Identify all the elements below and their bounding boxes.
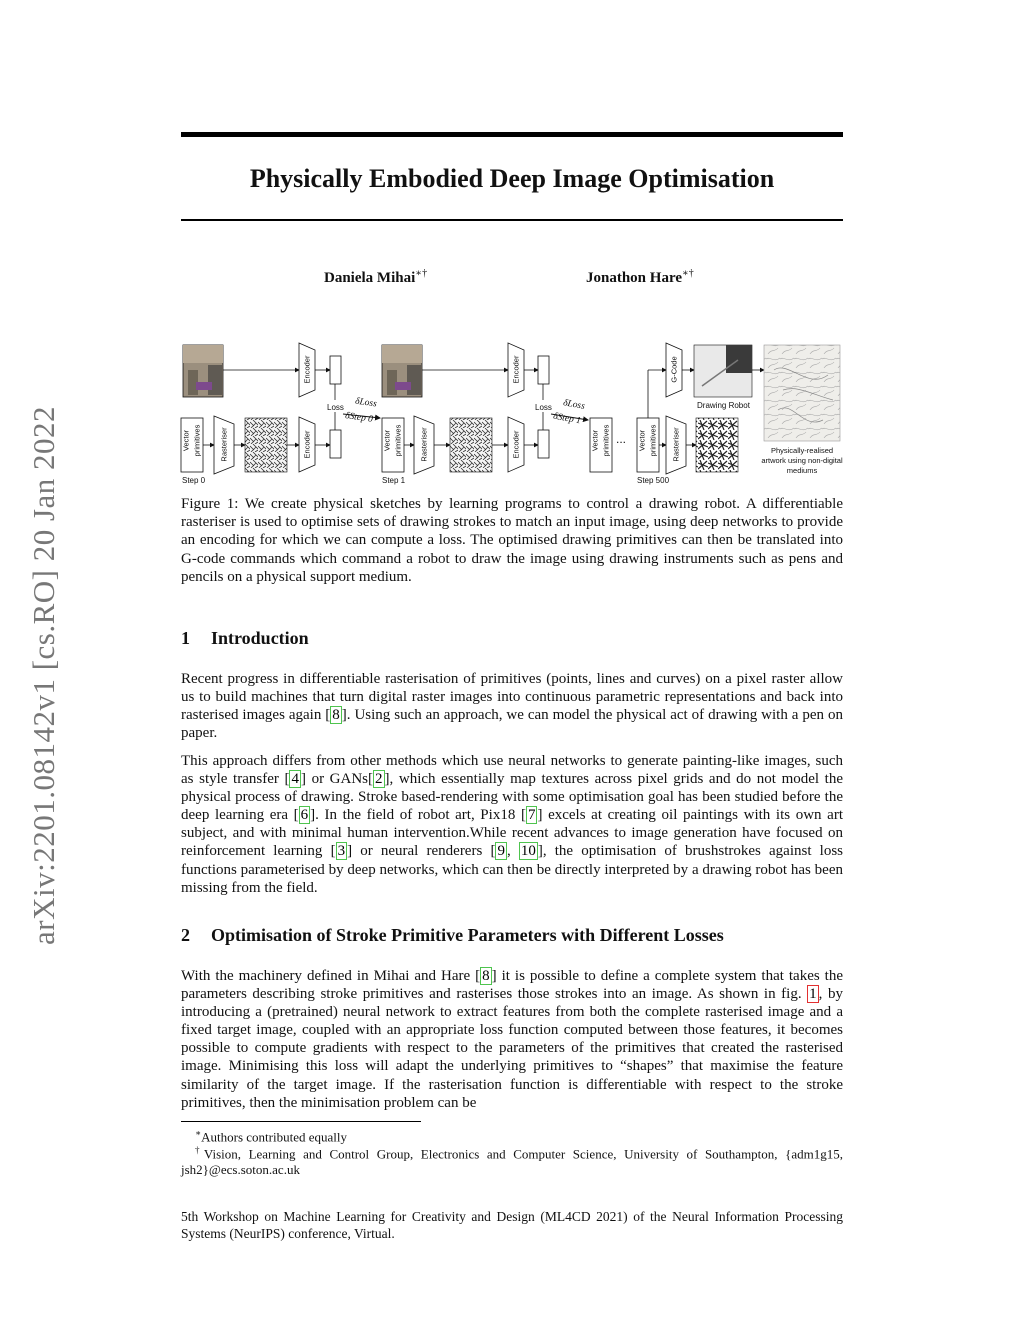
physically-realised-line1: Physically-realised xyxy=(770,446,834,455)
footnote-1-mark: ∗ xyxy=(195,1128,202,1138)
vector-label-step1: Vector xyxy=(382,429,392,452)
primitives-label-step1: primitives xyxy=(393,424,403,457)
encoder-label-bottom-step0: Encoder xyxy=(302,430,312,459)
author-1-marks: ∗† xyxy=(415,268,428,279)
text-run: Recent progress in differentiable rasterisation of primitives (points, lines and curves) on a pixel raster allow us to build machines that turn digital raster images into continuous parametric representations and back into rasterised images again xyxy=(181,671,843,724)
text-run: . In the field of robot art, Pix18 xyxy=(315,807,521,824)
vector-label-step0: Vector xyxy=(181,429,191,452)
footnote-2-text: Vision, Learning and Control Group, Electronics and Computer Science, University of Southampton, {adm1g15, jsh2}@ecs.soton.ac.uk xyxy=(181,1146,843,1178)
encoder-label-top-step0: Encoder xyxy=(302,355,312,384)
footnote-2-mark: † xyxy=(195,1145,204,1155)
citation-4[interactable]: 4 xyxy=(291,771,299,788)
drawing-robot-label: Drawing Robot xyxy=(697,401,750,410)
citation-3[interactable]: 3 xyxy=(337,843,346,860)
section-1-number: 1 xyxy=(181,628,190,648)
section-1-paragraph-1: Recent progress in differentiable rasterisation of primitives (points, lines and curves) on a pixel raster allow us to build machines that turn digital raster images into continuous parametric representations and back into rasterised images again [ 8 ]. Using such an approach, we can model the physical act of drawing with a pen on paper. xyxy=(181,671,843,742)
figure-1 xyxy=(178,340,848,490)
step0-label: Step 0 xyxy=(182,476,206,485)
venue-note: 5th Workshop on Machine Learning for Creativity and Design (ML4CD 2021) of the Neural Information Processing Systems (NeurIPS) conference, Virtual. xyxy=(181,1209,843,1241)
physically-realised-label xyxy=(754,446,850,476)
loss-label-step1: Loss xyxy=(535,403,552,412)
footnote-rule xyxy=(181,1121,421,1122)
citation-9[interactable]: 9 xyxy=(497,843,505,860)
raster-image-step1 xyxy=(450,418,492,472)
text-run: or GANs xyxy=(305,771,369,788)
raster-image-step500 xyxy=(696,418,738,472)
arxiv-identifier: arXiv:2201.08142v1 [cs.RO] 20 Jan 2022 xyxy=(26,405,61,945)
raster-image-step0 xyxy=(245,418,287,472)
author-2 xyxy=(586,268,694,287)
title-top-rule xyxy=(181,132,843,137)
encoder-label-top-step1: Encoder xyxy=(511,355,521,384)
citation-8[interactable]: 8 xyxy=(332,707,340,724)
primitives-label-step500: primitives xyxy=(648,424,658,457)
text-run: , by introducing a (pretrained) neural network to extract features from both the complete rasterised image and a fixed target image, coupled with an appropriate loss function computed between those features, it becomes possible to compute gradients with respect to the parameters of the primitives that created the rasterised image. Minimising this loss will adapt the underlying primitives to “shapes” that maximise the feature similarity of the target image. If the rasterisation function is differentiable with respect to the stroke primitives, then the minimisation problem can be xyxy=(181,986,844,1111)
step1-label: Step 1 xyxy=(382,476,406,485)
dloss-label-step0: δLoss xyxy=(354,396,378,410)
citation-10[interactable]: 10 xyxy=(520,843,536,860)
physical-artwork-photo xyxy=(764,345,840,441)
gcode-label: G-Code xyxy=(669,356,679,383)
ellipsis: ... xyxy=(616,432,627,446)
text-run: With the machinery defined in Mihai and Hare xyxy=(181,968,476,984)
footnote-2 xyxy=(181,1142,843,1178)
section-2-number: 2 xyxy=(181,925,190,945)
rasteriser-label-step1: Rasteriser xyxy=(419,427,429,462)
step500-label: Step 500 xyxy=(637,476,670,485)
loss-label-step0: Loss xyxy=(327,403,344,412)
citation-6[interactable]: 6 xyxy=(300,807,309,824)
feature-bottom-step1 xyxy=(538,430,549,458)
text-run: , which essentially map textures across pixel grids and do not model the physical process of drawing. Stroke based-rendering with some optimisation goal has been studied before the deep learning era xyxy=(181,771,843,824)
vector-label-step500: Vector xyxy=(637,429,647,452)
citation-7[interactable]: 7 xyxy=(527,807,536,824)
title-bottom-rule xyxy=(181,219,843,221)
footnote-1-text: Authors contributed equally xyxy=(201,1129,347,1145)
dstep0-label: δStep 0 xyxy=(344,411,374,425)
text-run: or neural renderers xyxy=(352,843,491,860)
text-run: , xyxy=(506,843,519,860)
rasteriser-label-step0: Rasteriser xyxy=(219,427,229,462)
section-2-heading xyxy=(181,925,724,946)
dstep1-label: δStep 1 xyxy=(552,411,582,427)
text-run: , the optimisation of brushstrokes against loss functions parameterised by deep networks, which can then be directly interpreted by a drawing robot has been missing from the field. xyxy=(181,843,843,896)
text-run: . Using such an approach, we can model the physical act of drawing with a pen on paper. xyxy=(181,707,843,742)
author-2-name: Jonathon Hare xyxy=(586,270,682,286)
section-1-heading xyxy=(181,628,309,649)
section-1-title: Introduction xyxy=(211,628,309,648)
rasteriser-label-step500: Rasteriser xyxy=(671,427,681,462)
author-2-marks: ∗† xyxy=(681,268,694,279)
feature-bottom-step0 xyxy=(330,430,341,458)
citation-8-b[interactable]: 8 xyxy=(482,968,490,984)
section-1-paragraph-2: This approach differs from other methods which use neural networks to generate painting-like images, such as style transfer [ 4 ] or GANs[ 2 ], which essentially map textures across pixel grids and do not model the physical process of drawing. Stroke based-rendering with some optimisation goal has been studied before the deep learning era [ 6 ]. In the field of robot art, Pix18 [ 7 ] excels at creating oil paintings with its own art subject, and with minimal human intervention.While recent advances to image generation have focused on reinforcement learning [ 3 ] or neural renderers [ 9 , 10 ], the optimisation of brushstrokes against loss functions parameterised by deep networks, which can then be directly interpreted by a drawing robot has been missing from the field. xyxy=(181,753,844,896)
citation-2[interactable]: 2 xyxy=(375,771,383,788)
text-run: excels at creating oil paintings with its own art subject, and with minimal human intervention.While recent advances to image generation have focused on reinforcement learning xyxy=(181,807,844,860)
physically-realised-line2: artwork using non-digital xyxy=(761,456,843,465)
physically-realised-line3: mediums xyxy=(786,466,818,475)
author-1 xyxy=(324,268,427,287)
feature-top-step1 xyxy=(538,356,549,384)
vector-label-step1-out: Vector xyxy=(590,429,600,452)
text-run: it is possible to define a complete system that takes the parameters describing stroke primitives and rasterises those strokes into an image. As shown in fig. xyxy=(181,968,844,1003)
primitives-label-step1-out: primitives xyxy=(601,424,611,457)
figure-1-caption: Figure 1: We create physical sketches by learning programs to control a drawing robot. A differentiable rasteriser is used to optimise sets of drawing strokes to match an input image, using deep networks to provide an encoding for which we can compute a loss. The optimised drawing primitives can then be translated into G-code commands which command a robot to draw the image using drawing instruments such as pens and pencils on a physical support medium. xyxy=(181,496,843,585)
feature-top-step0 xyxy=(330,356,341,384)
dloss-label-step1: δLoss xyxy=(562,398,586,412)
section-2-paragraph-1: With the machinery defined in Mihai and Hare [ 8 ] it is possible to define a complete system that takes the parameters describing stroke primitives and rasterises those strokes into an image. As shown in fig. 1 , by introducing a (pretrained) neural network to extract features from both the complete rasterised image and a fixed target image, coupled with an appropriate loss function computed between those features, it becomes possible to compute gradients with respect to the parameters of the primitives that created the rasterised image. Minimising this loss will adapt the underlying primitives to “shapes” that maximise the feature similarity of the target image. If the rasterisation function is differentiable with respect to the stroke primitives, then the minimisation problem can be xyxy=(181,968,844,1111)
author-1-name: Daniela Mihai xyxy=(324,270,416,286)
text-run: This approach differs from other methods which use neural networks to generate painting-like images, such as style transfer xyxy=(181,753,843,788)
encoder-label-bottom-step1: Encoder xyxy=(511,430,521,459)
section-2-title: Optimisation of Stroke Primitive Parameters with Different Losses xyxy=(211,925,724,945)
figure-ref-1[interactable]: 1 xyxy=(809,986,817,1003)
paper-title: Physically Embodied Deep Image Optimisation xyxy=(249,164,775,193)
primitives-label-step0: primitives xyxy=(192,424,202,457)
